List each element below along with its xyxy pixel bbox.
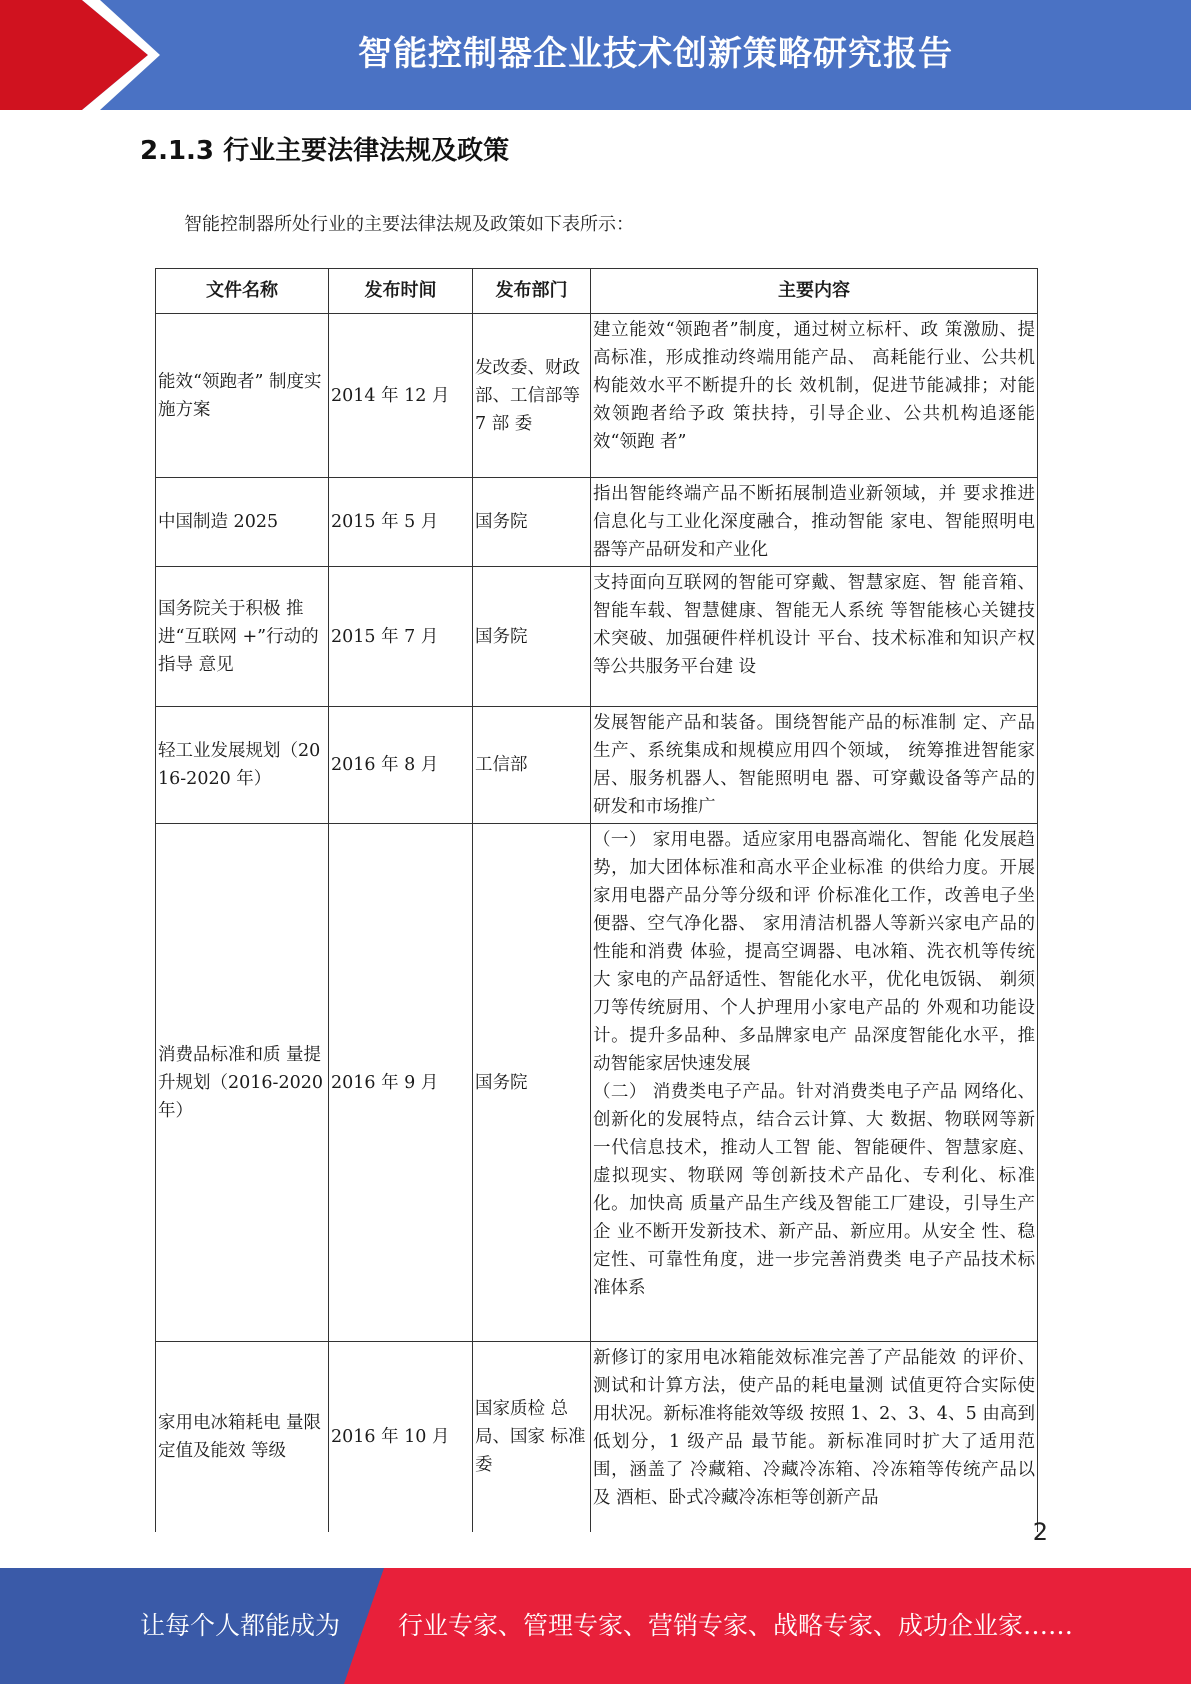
cell-date: 2014 年 12 月 (329, 314, 473, 478)
cell-date: 2016 年 9 月 (329, 824, 473, 1342)
cell-content (591, 824, 1038, 1342)
cell-date: 2015 年 5 月 (329, 478, 473, 567)
cell-name: 家用电冰箱耗电 量限定值及能效 等级 (156, 1342, 329, 1532)
cell-name: 能效“领跑者” 制度实施方案 (156, 314, 329, 478)
header-file-name: 文件名称 (156, 269, 329, 314)
footer-slogan-left: 让每个人都能成为 (140, 1611, 341, 1640)
table-header-row (156, 269, 1038, 314)
header-main-content: 主要内容 (591, 269, 1038, 314)
table-row (156, 478, 1038, 567)
report-title: 智能控制器企业技术创新策略研究报告 (358, 34, 953, 74)
cell-content: 指出智能终端产品不断拓展制造业新领域，并 要求推进信息化与工业化深度融合，推动智能 家电、智能照明电器等产品研发和产业化 (591, 478, 1038, 567)
cell-date: 2016 年 10 月 (329, 1342, 473, 1532)
cell-content: 建立能效“领跑者”制度，通过树立标杆、政 策激励、提高标准，形成推动终端用能产品、 高耗能行业、公共机构能效水平不断提升的长 效机制，促进节能减排；对能效领跑者给予政 策扶持，引导企业、公共机构追逐能效“领跑 者” (591, 314, 1038, 478)
header-banner (0, 0, 1191, 110)
header-release-date: 发布时间 (329, 269, 473, 314)
cell-name: 国务院关于积极 推进“互联网 +”行动的指导 意见 (156, 567, 329, 707)
cell-content: 新修订的家用电冰箱能效标准完善了产品能效 的评价、测试和计算方法，使产品的耗电量测 试值更符合实际使用状况。新标准将能效等级 按照 1、2、3、4、5 由高到低划分，1 级产品 最节能。新标准同时扩大了适用范围，涵盖了 冷藏箱、冷藏冷冻箱、冷冻箱等传统产品以及 酒柜、卧式冷藏冷冻柜等创新产品 (591, 1342, 1038, 1532)
cell-date: 2015 年 7 月 (329, 567, 473, 707)
cell-content: 发展智能产品和装备。围绕智能产品的标准制 定、产品生产、系统集成和规模应用四个领域， 统筹推进智能家居、服务机器人、智能照明电 器、可穿戴设备等产品的研发和市场推广 (591, 707, 1038, 824)
cell-dept: 国务院 (473, 567, 591, 707)
content-paragraph-2: （二） 消费类电子产品。针对消费类电子产品 网络化、创新化的发展特点，结合云计算、大 数据、物联网等新一代信息技术，推动人工智 能、智能硬件、智慧家庭、虚拟现实、物联网 等创新技术产品化、专利化、标准化。加快高 质量产品生产线及智能工厂建设，引导生产企 业不断开发新技术、新产品、新应用。从安全 性、稳定性、可靠性角度，进一步完善消费类 电子产品技术标准体系 (593, 1082, 1035, 1298)
cell-dept: 国家质检 总局、国家 标准委 (473, 1342, 591, 1532)
footer-slogan-right: 行业专家、管理专家、营销专家、战略专家、成功企业家…… (398, 1611, 1074, 1640)
table-row (156, 567, 1038, 707)
table-row (156, 824, 1038, 1342)
cell-name: 中国制造 2025 (156, 478, 329, 567)
content-paragraph-1: （一） 家用电器。适应家用电器高端化、智能 化发展趋势，加大团体标准和高水平企业标准 的供给力度。开展家用电器产品分等分级和评 价标准化工作，改善电子坐便器、空气净化器、 家用清洁机器人等新兴家电产品的性能和消费 体验，提高空调器、电冰箱、洗衣机等传统大 家电的产品舒适性、智能化水平，优化电饭锅、 剃须刀等传统厨用、个人护理用小家电产品的 外观和功能设计。提升多品种、多品牌家电产 品深度智能化水平，推动智能家居快速发展 (593, 830, 1035, 1074)
cell-dept: 国务院 (473, 824, 591, 1342)
section-heading: 2.1.3 行业主要法律法规及政策 (140, 136, 510, 166)
intro-paragraph: 智能控制器所处行业的主要法律法规及政策如下表所示： (184, 214, 634, 235)
table-row (156, 707, 1038, 824)
table-row (156, 314, 1038, 478)
cell-dept: 工信部 (473, 707, 591, 824)
cell-date: 2016 年 8 月 (329, 707, 473, 824)
table-row (156, 1342, 1038, 1532)
cell-dept: 国务院 (473, 478, 591, 567)
header-department: 发布部门 (473, 269, 591, 314)
cell-name: 消费品标准和质 量提升规划（2016-2020 年） (156, 824, 329, 1342)
cell-name: 轻工业发展规划（2016-2020 年） (156, 707, 329, 824)
cell-content: 支持面向互联网的智能可穿戴、智慧家庭、智 能音箱、智能车载、智慧健康、智能无人系统 等智能核心关键技术突破、加强硬件样机设计 平台、技术标准和知识产权等公共服务平台建 设 (591, 567, 1038, 707)
policy-table (155, 268, 1038, 1532)
footer-banner (0, 1568, 1191, 1684)
cell-dept: 发改委、财政部、工信部等 7 部 委 (473, 314, 591, 478)
page-number: 2 (1032, 1518, 1048, 1546)
